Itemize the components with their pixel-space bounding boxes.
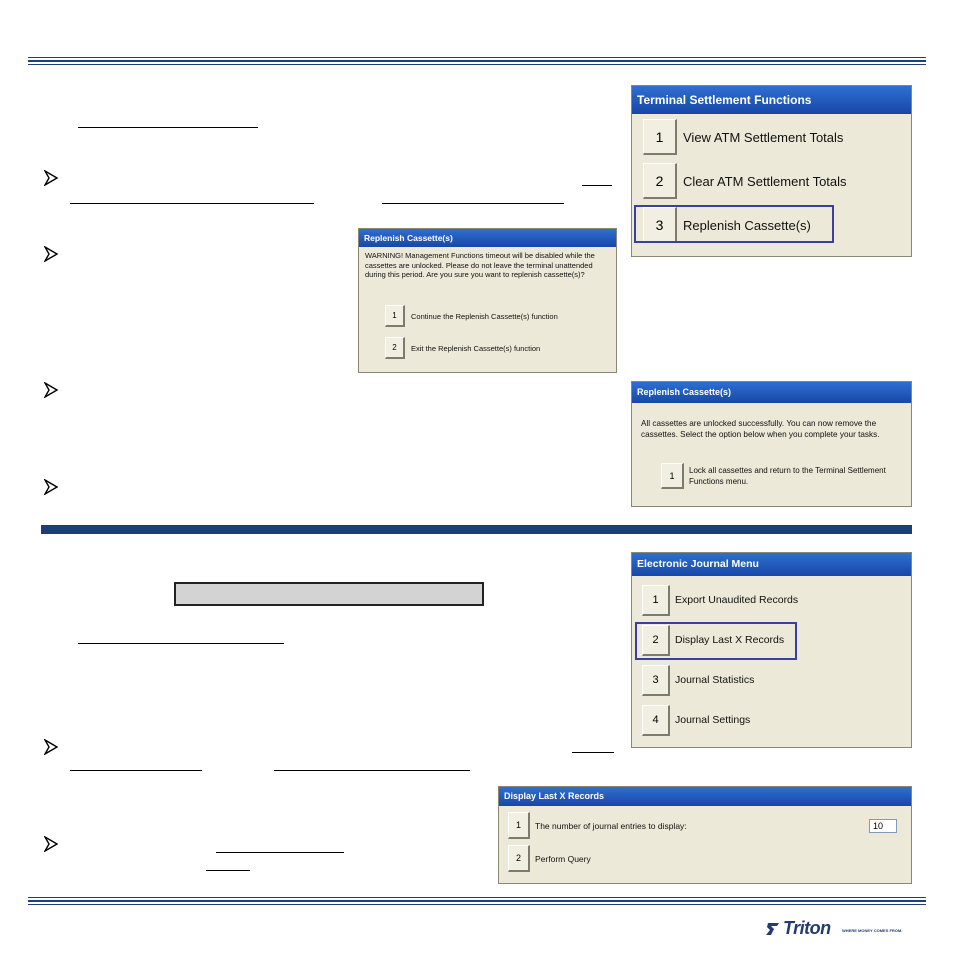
continue-button[interactable]: 1	[385, 305, 405, 327]
option-3-button[interactable]: 3	[642, 665, 670, 696]
brand-name: Triton	[783, 918, 831, 938]
view-settlement-totals-label: View ATM Settlement Totals	[683, 130, 844, 145]
perform-query-label: Perform Query	[535, 854, 591, 864]
option-1-button[interactable]: 1	[643, 119, 677, 155]
underline-8	[274, 770, 470, 771]
underline-2	[582, 185, 612, 186]
journal-menu-panel	[631, 552, 912, 748]
selection-highlight	[634, 205, 834, 243]
lock-cassettes-label: Lock all cassettes and return to the Terminal Settlement Functions menu.	[689, 466, 886, 486]
bullet-arrow-icon	[44, 246, 58, 262]
option-2-button[interactable]: 2	[643, 163, 677, 199]
underline-1	[78, 127, 258, 128]
header-box	[174, 582, 484, 606]
bullet-arrow-icon	[44, 739, 58, 755]
option-4-button[interactable]: 4	[642, 705, 670, 736]
journal-settings-label: Journal Settings	[675, 714, 751, 726]
panel-title: Electronic Journal Menu	[632, 553, 911, 576]
unlocked-message: All cassettes are unlocked successfully. You can now remove the cassettes. Select the option below when you complete your tasks.	[641, 419, 880, 439]
panel-title: Replenish Cassette(s)	[359, 229, 616, 247]
display-last-label: Display Last X Records	[675, 634, 785, 646]
exit-label: Exit the Replenish Cassette(s) function	[411, 344, 541, 353]
display-last-panel	[498, 786, 912, 884]
panel-title: Display Last X Records	[499, 787, 911, 806]
triton-logo	[765, 918, 915, 942]
replenish-confirm-panel	[358, 228, 617, 373]
lock-cassettes-button[interactable]: 1	[661, 463, 684, 489]
continue-label: Continue the Replenish Cassette(s) function	[411, 312, 558, 321]
replenish-cassettes-label: Replenish Cassette(s)	[683, 218, 811, 233]
replenish-unlocked-panel	[631, 381, 912, 507]
underline-4	[382, 203, 564, 204]
bullet-arrow-icon	[44, 479, 58, 495]
journal-statistics-label: Journal Statistics	[675, 674, 755, 686]
terminal-settlement-panel	[631, 85, 912, 257]
bullet-arrow-icon	[44, 170, 58, 186]
selection-highlight	[635, 622, 797, 660]
underline-9	[216, 852, 344, 853]
entries-count-field[interactable]: 10	[869, 819, 897, 833]
warning-text: WARNING! Management Functions timeout will be disabled while the cassettes are unlocked. Please do not leave the terminal unattended during this period. Are you sure you want to replenish cassette(s)?	[365, 251, 595, 279]
option-3-button[interactable]: 3	[643, 207, 677, 243]
underline-10	[206, 870, 250, 871]
option-2-button[interactable]: 2	[508, 845, 530, 872]
bullet-arrow-icon	[44, 836, 58, 852]
export-unaudited-label: Export Unaudited Records	[675, 594, 799, 606]
section-divider	[41, 525, 912, 534]
brand-tagline: WHERE MONEY COMES FROM.	[842, 928, 903, 933]
underline-7	[70, 770, 202, 771]
option-2-button[interactable]: 2	[642, 625, 670, 656]
underline-3	[70, 203, 314, 204]
bullet-arrow-icon	[44, 382, 58, 398]
panel-title: Replenish Cassette(s)	[632, 382, 911, 403]
triton-swoosh-icon	[765, 921, 781, 937]
panel-title: Terminal Settlement Functions	[632, 86, 911, 114]
option-1-button[interactable]: 1	[642, 585, 670, 616]
exit-button[interactable]: 2	[385, 337, 405, 359]
entries-to-display-label: The number of journal entries to display:	[535, 821, 687, 831]
underline-6	[572, 752, 614, 753]
clear-settlement-totals-label: Clear ATM Settlement Totals	[683, 174, 847, 189]
option-1-button[interactable]: 1	[508, 812, 530, 839]
underline-5	[78, 643, 284, 644]
